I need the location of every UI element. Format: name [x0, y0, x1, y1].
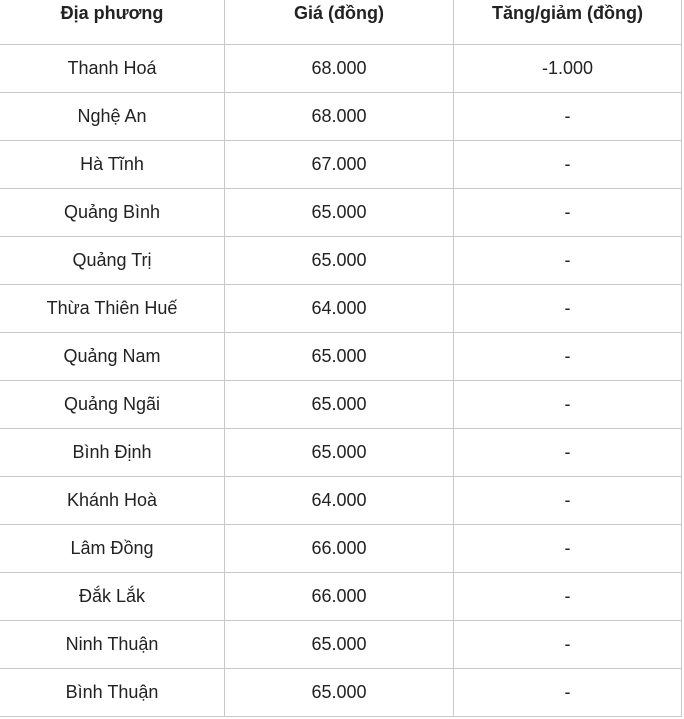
table-row: [0, 45, 682, 93]
region-cell: Nghệ An: [0, 93, 225, 141]
change-cell: -: [454, 189, 682, 237]
change-cell: -: [454, 573, 682, 621]
price-cell: 66.000: [225, 525, 454, 573]
region-cell: Quảng Ngãi: [0, 381, 225, 429]
region-cell: Lâm Đồng: [0, 525, 225, 573]
price-cell: 64.000: [225, 477, 454, 525]
region-cell: Bình Thuận: [0, 669, 225, 717]
change-cell: -: [454, 429, 682, 477]
price-cell: 66.000: [225, 573, 454, 621]
price-cell: 65.000: [225, 669, 454, 717]
region-cell: Bình Định: [0, 429, 225, 477]
change-cell: -: [454, 93, 682, 141]
price-cell: 65.000: [225, 333, 454, 381]
table-row: [0, 285, 682, 333]
change-cell: -: [454, 237, 682, 285]
change-cell: -: [454, 381, 682, 429]
table-row: [0, 93, 682, 141]
price-cell: 65.000: [225, 237, 454, 285]
table-row: [0, 525, 682, 573]
price-cell: 65.000: [225, 189, 454, 237]
change-cell: -: [454, 333, 682, 381]
table-row: [0, 429, 682, 477]
table-row: [0, 621, 682, 669]
table-row: [0, 669, 682, 717]
table-row: [0, 381, 682, 429]
change-cell: -: [454, 669, 682, 717]
table-row: [0, 333, 682, 381]
price-cell: 67.000: [225, 141, 454, 189]
region-cell: Quảng Bình: [0, 189, 225, 237]
region-cell: Thừa Thiên Huế: [0, 285, 225, 333]
price-cell: 64.000: [225, 285, 454, 333]
price-cell: 65.000: [225, 429, 454, 477]
table-body: [0, 45, 682, 717]
change-cell: -1.000: [454, 45, 682, 93]
region-cell: Hà Tĩnh: [0, 141, 225, 189]
region-cell: Đắk Lắk: [0, 573, 225, 621]
table-row: [0, 477, 682, 525]
change-cell: -: [454, 525, 682, 573]
header-price: Giá (đồng): [225, 0, 454, 45]
change-cell: -: [454, 477, 682, 525]
table-row: [0, 141, 682, 189]
price-cell: 68.000: [225, 45, 454, 93]
change-cell: -: [454, 621, 682, 669]
header-region: Địa phương: [0, 0, 225, 45]
region-cell: Ninh Thuận: [0, 621, 225, 669]
price-cell: 65.000: [225, 621, 454, 669]
change-cell: -: [454, 285, 682, 333]
region-cell: Quảng Trị: [0, 237, 225, 285]
region-cell: Khánh Hoà: [0, 477, 225, 525]
table-header-row: [0, 0, 682, 45]
region-cell: Thanh Hoá: [0, 45, 225, 93]
region-cell: Quảng Nam: [0, 333, 225, 381]
table-row: [0, 189, 682, 237]
price-cell: 65.000: [225, 381, 454, 429]
price-cell: 68.000: [225, 93, 454, 141]
table-row: [0, 573, 682, 621]
change-cell: -: [454, 141, 682, 189]
header-change: Tăng/giảm (đồng): [454, 0, 682, 45]
table-row: [0, 237, 682, 285]
